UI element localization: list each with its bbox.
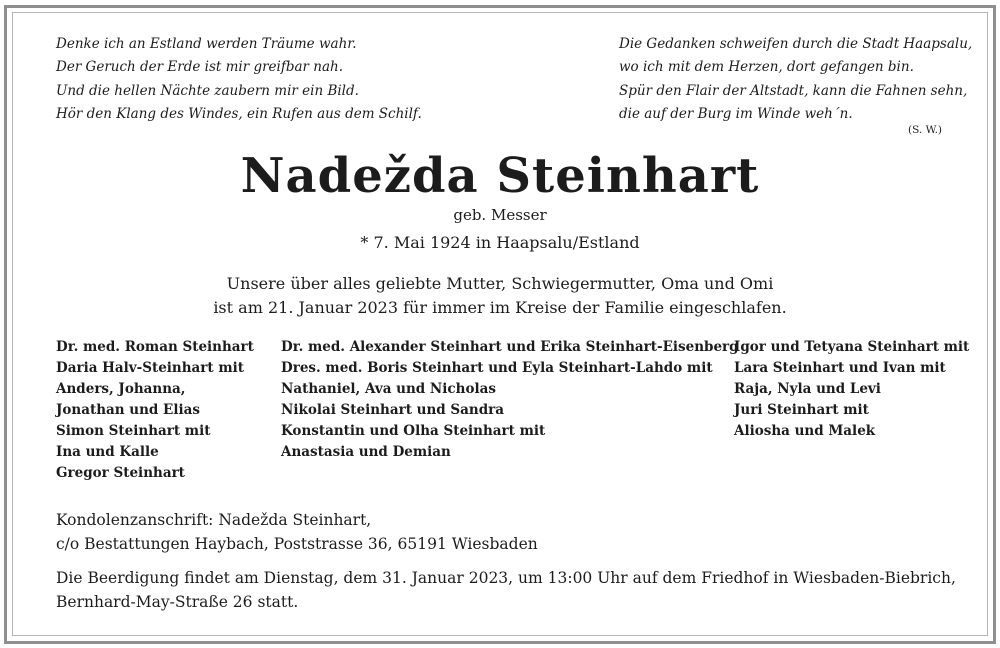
family-line: Raja, Nyla und Levi: [734, 381, 881, 397]
poem-line: die auf der Burg im Winde weh´n.: [619, 106, 853, 123]
family-line: Gregor Steinhart: [56, 465, 185, 481]
poem-line: wo ich mit dem Herzen, dort gefangen bin.: [619, 59, 914, 76]
message-line: ist am 21. Januar 2023 für immer im Kreise der Familie eingeschlafen.: [213, 298, 787, 317]
family-line: Juri Steinhart mit: [734, 402, 869, 418]
message-line: Unsere über alles geliebte Mutter, Schwiegermutter, Oma und Omi: [226, 274, 774, 293]
family-column-1: [56, 337, 254, 484]
announcement-message: [0, 272, 1000, 320]
poem-signature: (S. W.): [908, 124, 942, 136]
family-line: Ina und Kalle: [56, 444, 159, 460]
poem-line: Spür den Flair der Altstadt, kann die Fahnen sehn,: [619, 82, 968, 99]
birth-info: * 7. Mai 1924 in Haapsalu/Estland: [360, 233, 640, 252]
family-line: Nikolai Steinhart und Sandra: [281, 402, 505, 418]
family-column-3: [734, 337, 969, 442]
maiden-name: geb. Messer: [453, 206, 547, 224]
family-line: Jonathan und Elias: [56, 402, 200, 418]
poem-right: [619, 33, 972, 127]
family-column-2: [281, 337, 739, 463]
family-line: Aliosha und Malek: [734, 423, 876, 439]
family-line: Igor und Tetyana Steinhart mit: [734, 339, 970, 355]
family-line: Dres. med. Boris Steinhart und Eyla Steinhart-Lahdo mit: [281, 360, 713, 376]
family-line: Lara Steinhart und Ivan mit: [734, 360, 946, 376]
family-line: Konstantin und Olha Steinhart mit: [281, 423, 546, 439]
poem-line: Der Geruch der Erde ist mir greifbar nah.: [56, 59, 344, 76]
condolence-address: [56, 508, 538, 556]
poem-left: [56, 33, 422, 127]
burial-info: [56, 566, 956, 614]
family-line: Dr. med. Roman Steinhart: [56, 339, 254, 355]
condolence-line: c/o Bestattungen Haybach, Poststrasse 36, 65191 Wiesbaden: [56, 535, 538, 553]
family-line: Anders, Johanna,: [56, 381, 186, 397]
family-line: Nathaniel, Ava und Nicholas: [281, 381, 496, 397]
family-line: Daria Halv-Steinhart mit: [56, 360, 244, 376]
poem-line: Und die hellen Nächte zaubern mir ein Bild.: [56, 82, 359, 99]
burial-line: Die Beerdigung findet am Dienstag, dem 31. Januar 2023, um 13:00 Uhr auf dem Friedhof in Wiesbaden-Biebrich,: [56, 569, 956, 587]
poem-line: Hör den Klang des Windes, ein Rufen aus dem Schilf.: [56, 106, 422, 123]
condolence-line: Kondolenzanschrift: Nadežda Steinhart,: [56, 511, 372, 529]
family-line: Anastasia und Demian: [281, 444, 451, 460]
burial-line: Bernhard-May-Straße 26 statt.: [56, 593, 299, 611]
poem-line: Denke ich an Estland werden Träume wahr.: [56, 36, 357, 52]
family-line: Dr. med. Alexander Steinhart und Erika Steinhart-Eisenberg: [281, 339, 739, 355]
deceased-name: Nadežda Steinhart: [240, 148, 760, 204]
poem-line: Die Gedanken schweifen durch die Stadt Haapsalu,: [619, 36, 973, 52]
family-line: Simon Steinhart mit: [56, 423, 211, 439]
